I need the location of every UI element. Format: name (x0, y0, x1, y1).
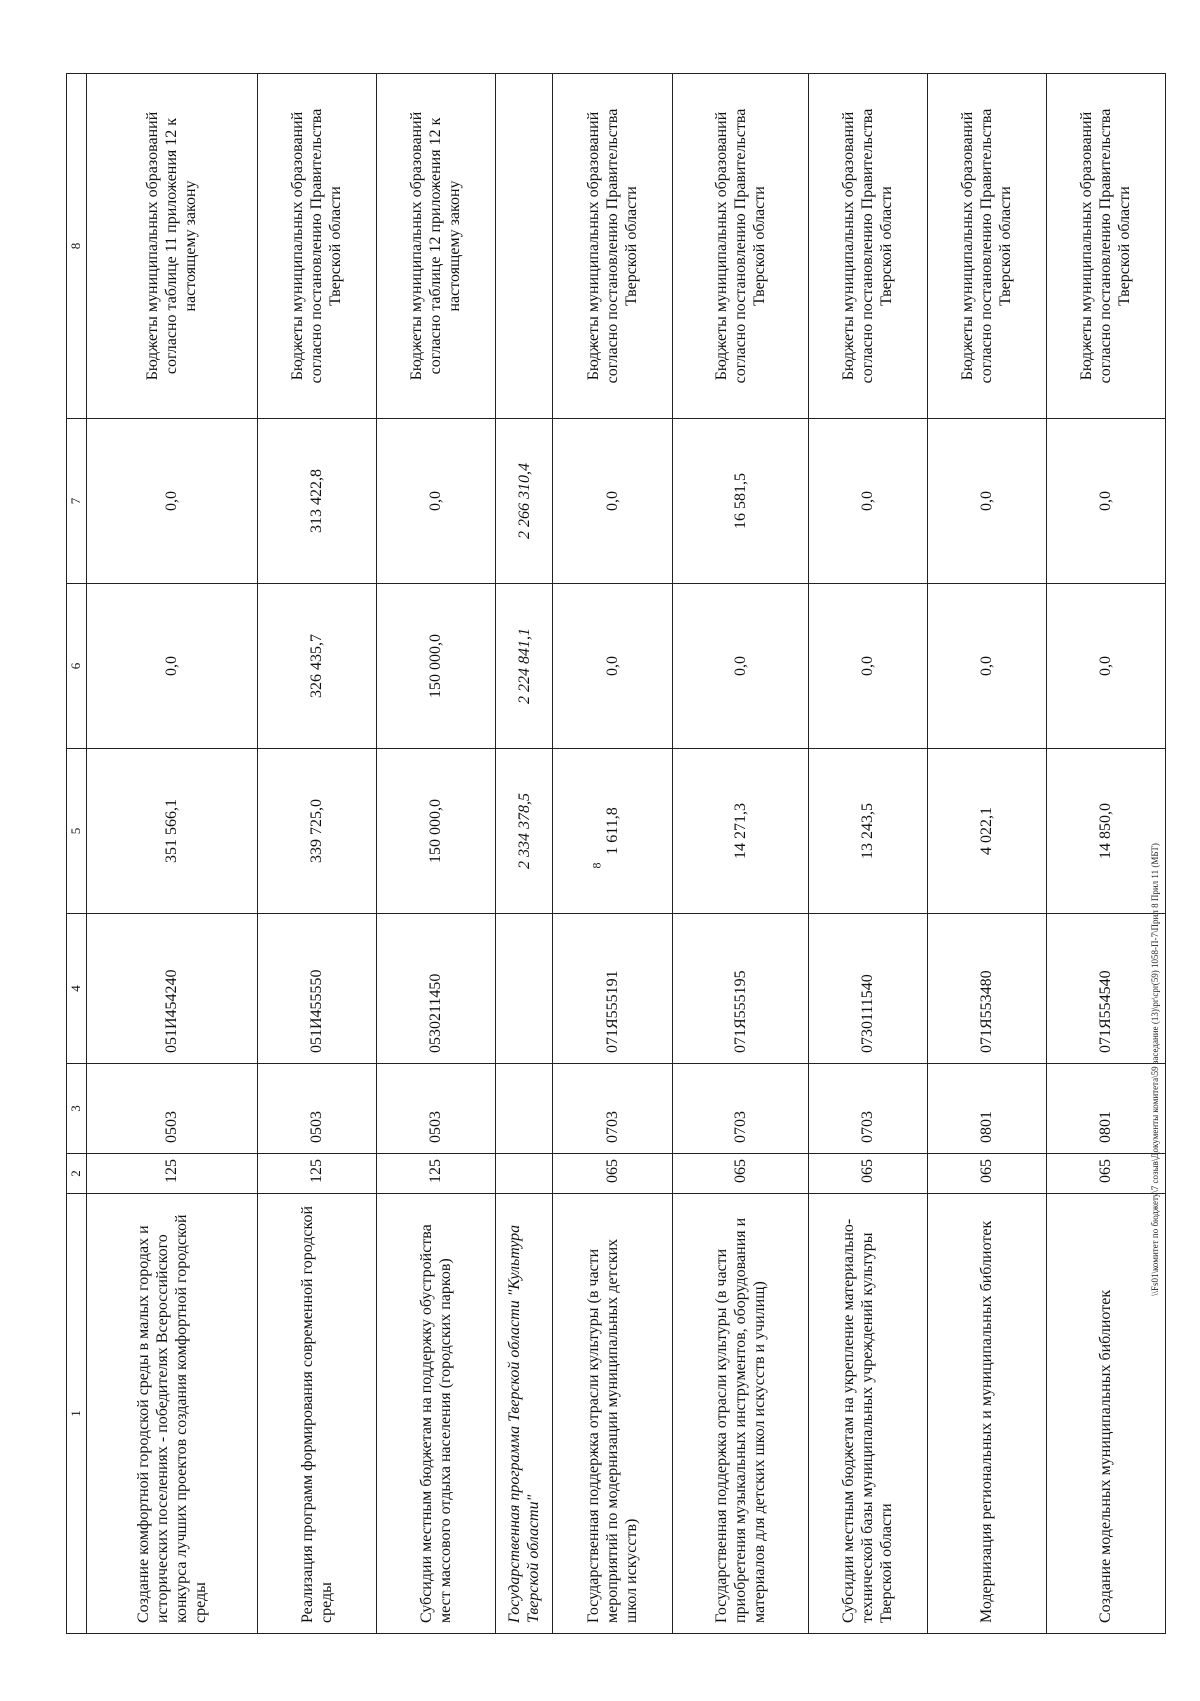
section-code-cell: 0703 (672, 1064, 808, 1154)
target-article-cell: 0730111540 (808, 914, 927, 1064)
table-row (376, 74, 495, 1634)
program-name-cell: Субсидии местным бюджетам на укрепление материально-технической базы муниципальных учреждений культуры Тверской области (808, 1194, 927, 1634)
amount-col7-cell: 0,0 (376, 419, 495, 584)
amount-col5-cell: 13 243,5 (808, 749, 927, 914)
amount-col7-cell: 313 422,8 (257, 419, 376, 584)
distribution-note-cell: Бюджеты муниципальных образований согласно постановлению Правительства Тверской области (257, 74, 376, 419)
section-code-cell: 0703 (553, 1064, 672, 1154)
target-article-cell: 0530211450 (376, 914, 495, 1064)
table-row (672, 74, 808, 1634)
program-name-cell: Государственная программа Тверской области "Культура Тверской области" (495, 1194, 553, 1634)
program-name-cell: Реализация программ формирования современной городской среды (257, 1194, 376, 1634)
amount-col5-cell: 14 271,3 (672, 749, 808, 914)
section-code-cell: 0503 (86, 1064, 257, 1154)
amount-col7-cell: 0,0 (808, 419, 927, 584)
grbs-code-cell: 065 (927, 1154, 1046, 1194)
amount-col6-cell: 0,0 (808, 584, 927, 749)
amount-col7-cell: 0,0 (1046, 419, 1165, 584)
section-code-cell: 0801 (1046, 1064, 1165, 1154)
section-code-cell: 0503 (257, 1064, 376, 1154)
amount-col5-cell: 4 022,1 (927, 749, 1046, 914)
grbs-code-cell: 125 (86, 1154, 257, 1194)
program-name-cell: Создание комфортной городской среды в малых городах и исторических поселениях - победителях Всероссийского конкурса лучших проектов создания комфортной городской среды (86, 1194, 257, 1634)
target-article-cell: 071Я555191 (553, 914, 672, 1064)
amount-col7-cell: 0,0 (86, 419, 257, 584)
amount-col5-cell: 2 334 378,5 (495, 749, 553, 914)
grbs-code-cell (495, 1154, 553, 1194)
column-header: 7 (67, 419, 87, 584)
amount-col6-cell: 150 000,0 (376, 584, 495, 749)
program-name-cell: Государственная поддержка отрасли культуры (в части мероприятий по модернизации муниципальных детских школ искусств) (553, 1194, 672, 1634)
program-name-cell: Модернизация региональных и муниципальных библиотек (927, 1194, 1046, 1634)
rotated-page (66, 74, 1166, 1634)
distribution-note-cell: Бюджеты муниципальных образований согласно таблице 12 приложения 12 к настоящему закону (376, 74, 495, 419)
amount-col6-cell: 0,0 (1046, 584, 1165, 749)
table-row (495, 74, 553, 1634)
table-row (927, 74, 1046, 1634)
column-header: 6 (67, 584, 87, 749)
distribution-note-cell: Бюджеты муниципальных образований согласно постановлению Правительства Тверской области (927, 74, 1046, 419)
table-row (86, 74, 257, 1634)
amount-col5-cell: 1 611,8 (553, 749, 672, 914)
amount-col6-cell: 0,0 (672, 584, 808, 749)
section-code-cell: 0703 (808, 1064, 927, 1154)
distribution-note-cell: Бюджеты муниципальных образований согласно постановлению Правительства Тверской области (1046, 74, 1165, 419)
grbs-code-cell: 065 (553, 1154, 672, 1194)
amount-col5-cell: 351 566,1 (86, 749, 257, 914)
amount-col7-cell: 2 266 310,4 (495, 419, 553, 584)
target-article-cell: 071Я554540 (1046, 914, 1165, 1064)
program-name-cell: Создание модельных муниципальных библиотек (1046, 1194, 1165, 1634)
budget-table (66, 73, 1166, 1634)
amount-col5-cell: 14 850,0 (1046, 749, 1165, 914)
amount-col6-cell: 0,0 (927, 584, 1046, 749)
column-header: 2 (67, 1154, 87, 1194)
section-code-cell: 0801 (927, 1064, 1046, 1154)
grbs-code-cell: 065 (672, 1154, 808, 1194)
distribution-note-cell: Бюджеты муниципальных образований согласно постановлению Правительства Тверской области (808, 74, 927, 419)
amount-col6-cell: 0,0 (86, 584, 257, 749)
grbs-code-cell: 125 (376, 1154, 495, 1194)
table-row (1046, 74, 1165, 1634)
table-row (553, 74, 672, 1634)
table-row (257, 74, 376, 1634)
file-path-footer: \\Fs01\комитет по бюджету\7 созыв\Документы комитета\59 заседание (13)\pr\cpr(59) 1058-П-7\Прил 8 Прил 11 (МБТ) (1150, 843, 1160, 1296)
column-header: 4 (67, 914, 87, 1064)
column-number-row (67, 74, 87, 1634)
grbs-code-cell: 125 (257, 1154, 376, 1194)
amount-col5-cell: 339 725,0 (257, 749, 376, 914)
distribution-note-cell: Бюджеты муниципальных образований согласно постановлению Правительства Тверской области (672, 74, 808, 419)
program-name-cell: Государственная поддержка отрасли культуры (в части приобретения музыкальных инструментов, оборудования и материалов для детских школ искусств и училищ) (672, 1194, 808, 1634)
column-header: 3 (67, 1064, 87, 1154)
page-number: 8 (589, 862, 604, 869)
section-code-cell: 0503 (376, 1064, 495, 1154)
program-name-cell: Субсидии местным бюджетам на поддержку обустройства мест массового отдыха населения (городских парков) (376, 1194, 495, 1634)
target-article-cell: 051И455550 (257, 914, 376, 1064)
distribution-note-cell: Бюджеты муниципальных образований согласно таблице 11 приложения 12 к настоящему закону (86, 74, 257, 419)
amount-col5-cell: 150 000,0 (376, 749, 495, 914)
column-header: 8 (67, 74, 87, 419)
amount-col6-cell: 0,0 (553, 584, 672, 749)
target-article-cell: 071Я555195 (672, 914, 808, 1064)
amount-col7-cell: 0,0 (927, 419, 1046, 584)
amount-col6-cell: 2 224 841,1 (495, 584, 553, 749)
column-header: 5 (67, 749, 87, 914)
table-row (808, 74, 927, 1634)
target-article-cell: 071Я553480 (927, 914, 1046, 1064)
target-article-cell (495, 914, 553, 1064)
section-code-cell (495, 1064, 553, 1154)
amount-col6-cell: 326 435,7 (257, 584, 376, 749)
amount-col7-cell: 0,0 (553, 419, 672, 584)
amount-col7-cell: 16 581,5 (672, 419, 808, 584)
grbs-code-cell: 065 (1046, 1154, 1165, 1194)
distribution-note-cell: Бюджеты муниципальных образований согласно постановлению Правительства Тверской области (553, 74, 672, 419)
column-header: 1 (67, 1194, 87, 1634)
target-article-cell: 051И454240 (86, 914, 257, 1064)
distribution-note-cell (495, 74, 553, 419)
grbs-code-cell: 065 (808, 1154, 927, 1194)
